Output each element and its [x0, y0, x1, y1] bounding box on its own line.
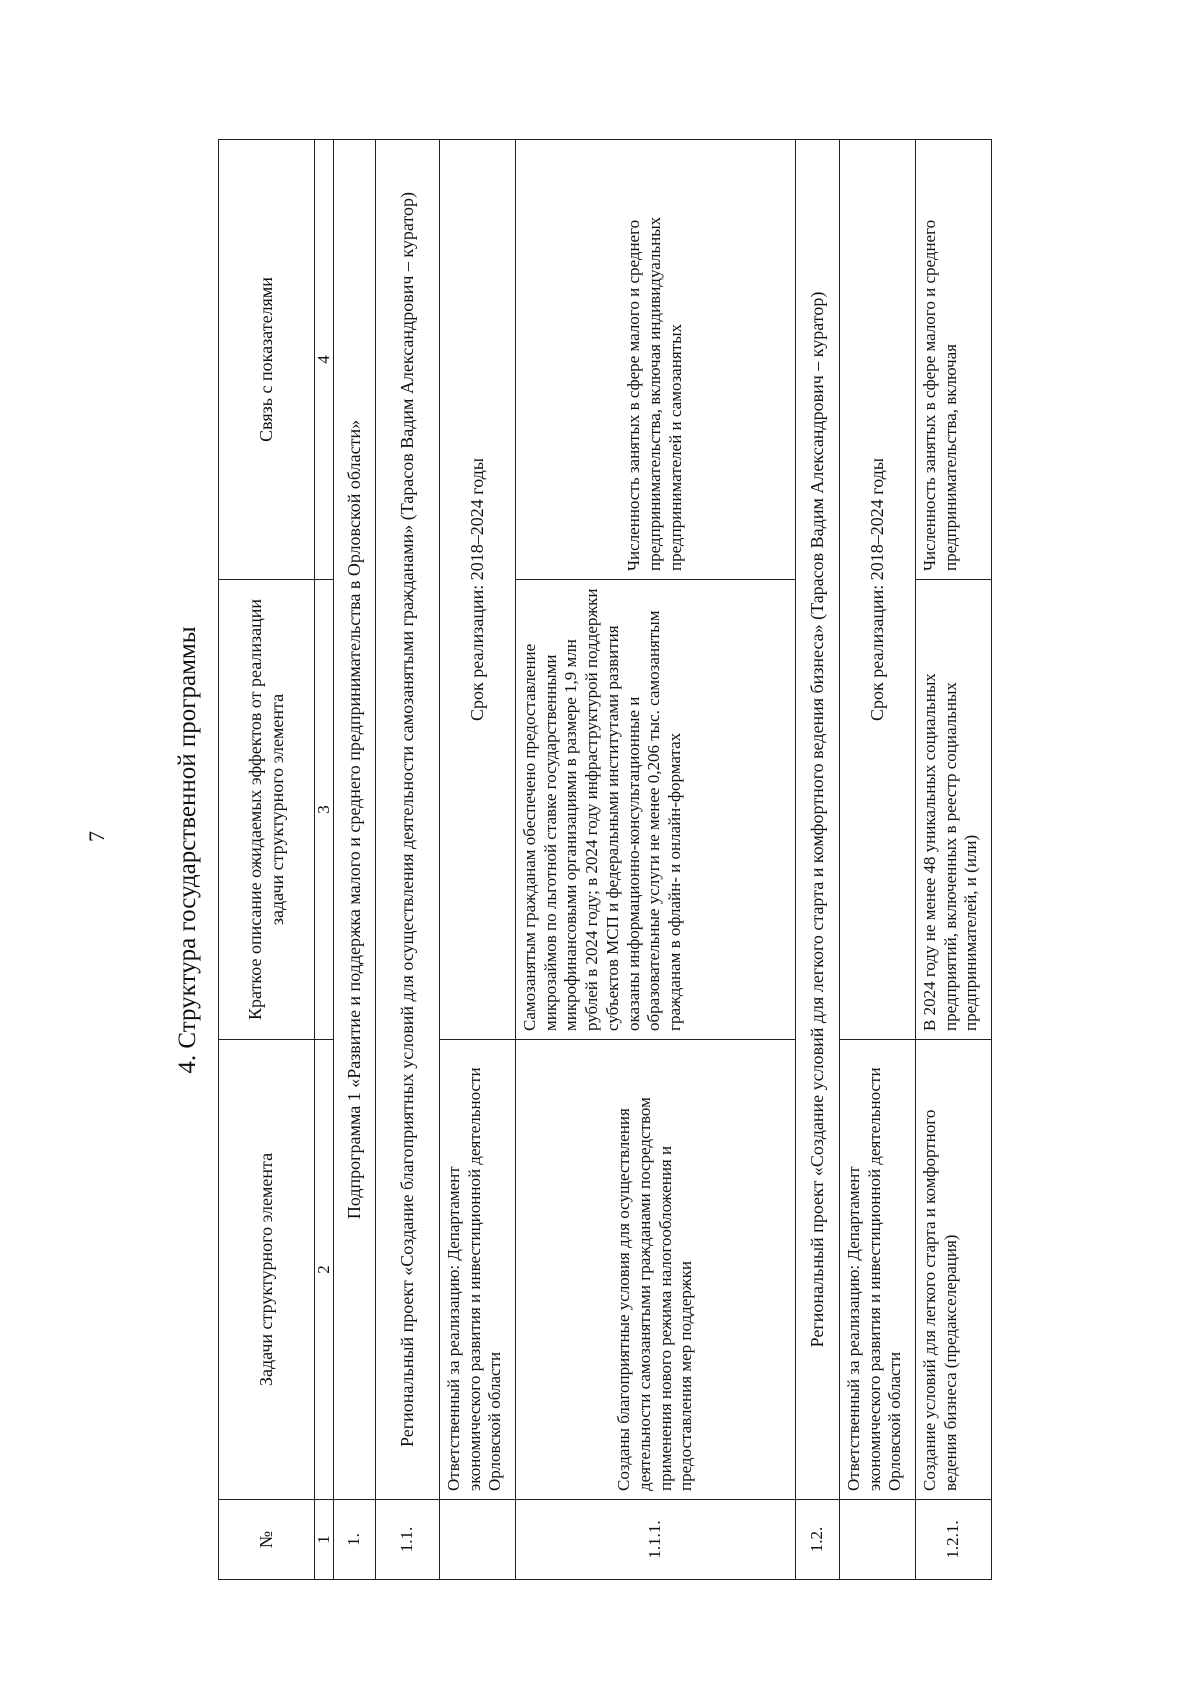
table-row [376, 140, 440, 1580]
column-index-4: 4 [315, 140, 334, 580]
regional-project-title: Региональный проект «Создание благоприятных условий для осуществления деятельности самозанятыми гражданами» (Тарасов Вадим Александрович – куратор) [376, 140, 440, 1500]
task-text: Создание условий для легкого старта и комфортного ведения бизнеса (предакселерация) [916, 1040, 992, 1500]
regional-project-title: Региональный проект «Создание условий для легкого старта и комфортного ведения бизнеса» (Тарасов Вадим Александрович – куратор) [796, 140, 840, 1500]
period-text: Срок реализации: 2018–2024 годы [440, 140, 516, 1040]
row-number: 1. [334, 1500, 376, 1580]
empty-cell [840, 1500, 916, 1580]
page-number: 7 [84, 831, 109, 842]
table-row [440, 140, 516, 1580]
row-number: 1.1. [376, 1500, 440, 1580]
indicator-text: Численность занятых в сфере малого и среднего предпринимательства, включая [916, 140, 992, 580]
header-number: № [219, 1500, 315, 1580]
responsible-text: Ответственный за реализацию: Департамент экономического развития и инвестиционной деятельности Орловской области [840, 1040, 916, 1500]
table-header-row [219, 140, 315, 1580]
document-title: 4. Структура государственной программы [174, 626, 201, 1074]
empty-cell [440, 1500, 516, 1580]
column-index-2: 2 [315, 1040, 334, 1500]
structure-table [218, 139, 992, 1580]
table-row [840, 140, 916, 1580]
row-number: 1.2. [796, 1500, 840, 1580]
row-number: 1.1.1. [516, 1500, 796, 1580]
period-text: Срок реализации: 2018–2024 годы [840, 140, 916, 1040]
effect-text: В 2024 году не менее 48 уникальных социальных предприятий, включенных в реестр социальных предпринимателей, и (или) [916, 580, 992, 1040]
task-text: Созданы благоприятные условия для осуществления деятельности самозанятыми гражданами посредством применения нового режима налогообложения и предоставления мер поддержки [516, 1040, 796, 1500]
header-tasks: Задачи структурного элемента [219, 1040, 315, 1500]
subprogram-title: Подпрограмма 1 «Развитие и поддержка малого и среднего предпринимательства в Орловской области» [334, 140, 376, 1500]
row-number: 1.2.1. [916, 1500, 992, 1580]
indicator-text: Численность занятых в сфере малого и среднего предпринимательства, включая индивидуальных предпринимателей и самозанятых [516, 140, 796, 580]
column-index-row [315, 140, 334, 1580]
column-index-1: 1 [315, 1500, 334, 1580]
table-row [796, 140, 840, 1580]
rotated-page-content [170, 120, 1060, 1580]
responsible-text: Ответственный за реализацию: Департамент экономического развития и инвестиционной деятельности Орловской области [440, 1040, 516, 1500]
table-row [916, 140, 992, 1580]
column-index-3: 3 [315, 580, 334, 1040]
header-effects: Краткое описание ожидаемых эффектов от реализации задачи структурного элемента [219, 580, 315, 1040]
table-row [516, 140, 796, 1580]
header-indicators: Связь с показателями [219, 140, 315, 580]
effect-text: Самозанятым гражданам обеспечено предоставление микрозаймов по льготной ставке государственными микрофинансовыми организациями в размере 1,9 млн рублей в 2024 году; в 2024 году инфраструктурой поддержки субъектов МСП и федеральными институтами развития оказаны информационно-консультационные и образовательные услуги не менее 0,206 тыс. самозанятым гражданам в офлайн- и онлайн-форматах [516, 580, 796, 1040]
table-row [334, 140, 376, 1580]
